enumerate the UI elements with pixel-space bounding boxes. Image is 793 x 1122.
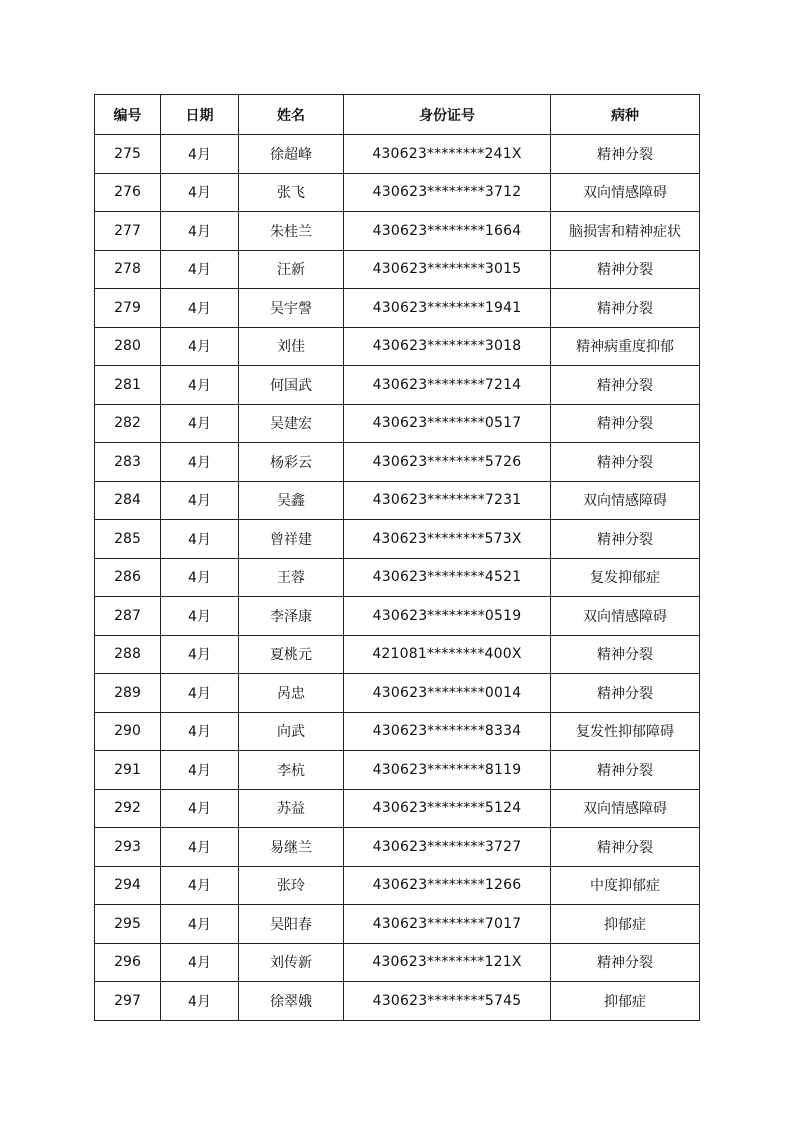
- table-row: [95, 366, 700, 405]
- table-row: [95, 789, 700, 828]
- table-row: [95, 982, 700, 1021]
- cell-disease: 精神分裂: [551, 674, 700, 713]
- cell-id-number: 421081********400X: [344, 635, 551, 674]
- cell-disease: 精神分裂: [551, 443, 700, 482]
- cell-name: 刘传新: [239, 943, 344, 982]
- cell-disease: 精神分裂: [551, 635, 700, 674]
- cell-name: 徐超峰: [239, 135, 344, 174]
- cell-name: 李泽康: [239, 597, 344, 636]
- cell-date: 4月: [161, 173, 239, 212]
- table-row: [95, 327, 700, 366]
- cell-date: 4月: [161, 443, 239, 482]
- cell-id-number: 430623********3712: [344, 173, 551, 212]
- table-row: [95, 905, 700, 944]
- cell-number: 293: [95, 828, 161, 867]
- cell-date: 4月: [161, 327, 239, 366]
- cell-date: 4月: [161, 520, 239, 559]
- header-number: 编号: [95, 95, 161, 135]
- cell-name: 吴阳春: [239, 905, 344, 944]
- table-body: [95, 135, 700, 1021]
- cell-name: 向武: [239, 712, 344, 751]
- cell-number: 292: [95, 789, 161, 828]
- cell-id-number: 430623********8119: [344, 751, 551, 790]
- cell-number: 282: [95, 404, 161, 443]
- cell-disease: 精神分裂: [551, 289, 700, 328]
- cell-number: 283: [95, 443, 161, 482]
- cell-disease: 精神分裂: [551, 135, 700, 174]
- cell-id-number: 430623********241X: [344, 135, 551, 174]
- cell-number: 286: [95, 558, 161, 597]
- cell-name: 徐翠娥: [239, 982, 344, 1021]
- header-name: 姓名: [239, 95, 344, 135]
- cell-id-number: 430623********7231: [344, 481, 551, 520]
- cell-name: 吴宇謦: [239, 289, 344, 328]
- cell-id-number: 430623********5124: [344, 789, 551, 828]
- cell-number: 275: [95, 135, 161, 174]
- header-disease: 病种: [551, 95, 700, 135]
- cell-disease: 精神分裂: [551, 520, 700, 559]
- cell-date: 4月: [161, 751, 239, 790]
- cell-number: 277: [95, 212, 161, 251]
- cell-disease: 中度抑郁症: [551, 866, 700, 905]
- cell-disease: 精神分裂: [551, 943, 700, 982]
- cell-date: 4月: [161, 597, 239, 636]
- cell-id-number: 430623********1664: [344, 212, 551, 251]
- header-row: [95, 95, 700, 135]
- cell-disease: 抑郁症: [551, 982, 700, 1021]
- cell-name: 吴鑫: [239, 481, 344, 520]
- table-row: [95, 481, 700, 520]
- cell-number: 296: [95, 943, 161, 982]
- cell-id-number: 430623********1941: [344, 289, 551, 328]
- table-row: [95, 828, 700, 867]
- table-row: [95, 943, 700, 982]
- cell-disease: 脑损害和精神症状: [551, 212, 700, 251]
- cell-id-number: 430623********5745: [344, 982, 551, 1021]
- cell-name: 苏益: [239, 789, 344, 828]
- table-row: [95, 212, 700, 251]
- cell-name: 王蓉: [239, 558, 344, 597]
- header-date: 日期: [161, 95, 239, 135]
- cell-number: 290: [95, 712, 161, 751]
- table-row: [95, 597, 700, 636]
- cell-number: 280: [95, 327, 161, 366]
- cell-number: 284: [95, 481, 161, 520]
- cell-name: 汪新: [239, 250, 344, 289]
- cell-id-number: 430623********573X: [344, 520, 551, 559]
- cell-date: 4月: [161, 828, 239, 867]
- cell-id-number: 430623********5726: [344, 443, 551, 482]
- cell-number: 287: [95, 597, 161, 636]
- cell-disease: 抑郁症: [551, 905, 700, 944]
- cell-date: 4月: [161, 366, 239, 405]
- table-row: [95, 173, 700, 212]
- cell-id-number: 430623********121X: [344, 943, 551, 982]
- cell-date: 4月: [161, 635, 239, 674]
- table-row: [95, 135, 700, 174]
- cell-date: 4月: [161, 674, 239, 713]
- cell-name: 吴建宏: [239, 404, 344, 443]
- cell-name: 呙忠: [239, 674, 344, 713]
- cell-number: 281: [95, 366, 161, 405]
- cell-number: 295: [95, 905, 161, 944]
- cell-name: 曾祥建: [239, 520, 344, 559]
- cell-id-number: 430623********0014: [344, 674, 551, 713]
- cell-date: 4月: [161, 905, 239, 944]
- cell-number: 297: [95, 982, 161, 1021]
- cell-number: 279: [95, 289, 161, 328]
- cell-name: 夏桃元: [239, 635, 344, 674]
- cell-number: 289: [95, 674, 161, 713]
- cell-date: 4月: [161, 866, 239, 905]
- table-row: [95, 520, 700, 559]
- cell-id-number: 430623********0517: [344, 404, 551, 443]
- cell-date: 4月: [161, 135, 239, 174]
- table-row: [95, 712, 700, 751]
- cell-name: 张飞: [239, 173, 344, 212]
- cell-name: 易继兰: [239, 828, 344, 867]
- cell-disease: 双向情感障碍: [551, 597, 700, 636]
- cell-date: 4月: [161, 943, 239, 982]
- cell-name: 李杭: [239, 751, 344, 790]
- cell-id-number: 430623********3015: [344, 250, 551, 289]
- cell-disease: 双向情感障碍: [551, 173, 700, 212]
- cell-number: 294: [95, 866, 161, 905]
- table-row: [95, 443, 700, 482]
- cell-disease: 精神分裂: [551, 404, 700, 443]
- cell-name: 朱桂兰: [239, 212, 344, 251]
- table-row: [95, 674, 700, 713]
- cell-date: 4月: [161, 982, 239, 1021]
- cell-date: 4月: [161, 404, 239, 443]
- cell-number: 276: [95, 173, 161, 212]
- cell-date: 4月: [161, 481, 239, 520]
- cell-date: 4月: [161, 558, 239, 597]
- table-row: [95, 558, 700, 597]
- cell-date: 4月: [161, 789, 239, 828]
- cell-name: 刘佳: [239, 327, 344, 366]
- table-row: [95, 250, 700, 289]
- cell-date: 4月: [161, 212, 239, 251]
- patient-table: [94, 94, 700, 1021]
- cell-date: 4月: [161, 289, 239, 328]
- cell-number: 285: [95, 520, 161, 559]
- cell-id-number: 430623********3018: [344, 327, 551, 366]
- cell-disease: 精神分裂: [551, 366, 700, 405]
- table-row: [95, 404, 700, 443]
- cell-id-number: 430623********7017: [344, 905, 551, 944]
- cell-disease: 双向情感障碍: [551, 481, 700, 520]
- cell-disease: 复发抑郁症: [551, 558, 700, 597]
- header-id-number: 身份证号: [344, 95, 551, 135]
- patient-table-container: [94, 94, 699, 1021]
- cell-id-number: 430623********8334: [344, 712, 551, 751]
- table-header: [95, 95, 700, 135]
- cell-disease: 精神病重度抑郁: [551, 327, 700, 366]
- table-row: [95, 635, 700, 674]
- cell-disease: 精神分裂: [551, 250, 700, 289]
- cell-date: 4月: [161, 250, 239, 289]
- cell-disease: 复发性抑郁障碍: [551, 712, 700, 751]
- cell-date: 4月: [161, 712, 239, 751]
- cell-id-number: 430623********1266: [344, 866, 551, 905]
- cell-disease: 精神分裂: [551, 828, 700, 867]
- cell-name: 杨彩云: [239, 443, 344, 482]
- cell-number: 288: [95, 635, 161, 674]
- cell-number: 278: [95, 250, 161, 289]
- cell-id-number: 430623********7214: [344, 366, 551, 405]
- cell-id-number: 430623********4521: [344, 558, 551, 597]
- cell-name: 何国武: [239, 366, 344, 405]
- cell-disease: 双向情感障碍: [551, 789, 700, 828]
- cell-id-number: 430623********3727: [344, 828, 551, 867]
- cell-number: 291: [95, 751, 161, 790]
- cell-disease: 精神分裂: [551, 751, 700, 790]
- table-row: [95, 866, 700, 905]
- cell-id-number: 430623********0519: [344, 597, 551, 636]
- table-row: [95, 289, 700, 328]
- cell-name: 张玲: [239, 866, 344, 905]
- table-row: [95, 751, 700, 790]
